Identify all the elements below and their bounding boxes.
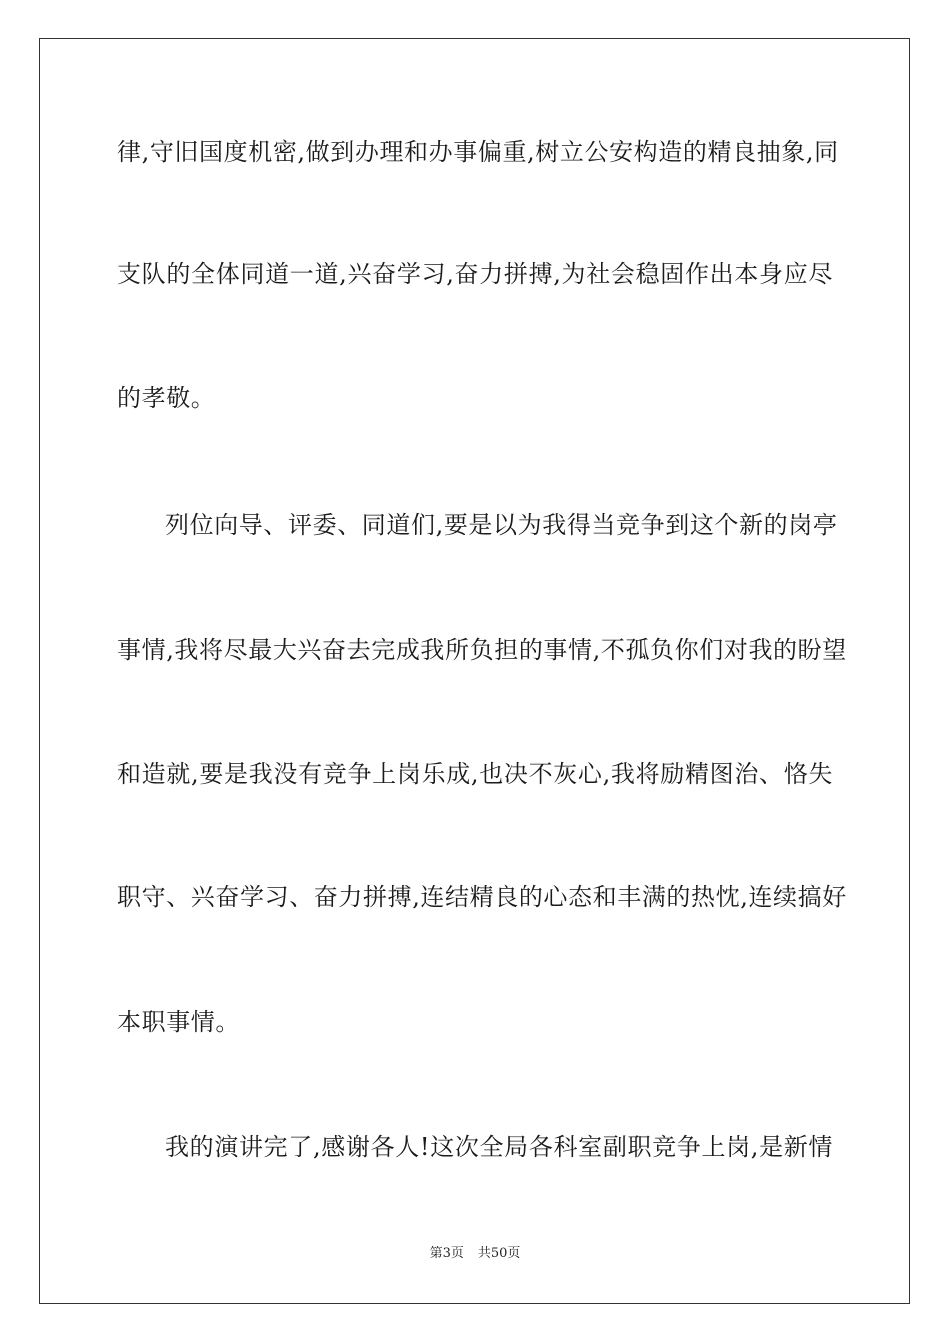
- paragraph-line: 列位向导、评委、同道们,要是以为我得当竞争到这个新的岗亭: [165, 511, 838, 539]
- page-frame: [39, 38, 910, 1304]
- page-total: 共50页: [477, 1246, 521, 1261]
- paragraph-line: 和造就,要是我没有竞争上岗乐成,也决不灰心,我将励精图治、恪失: [117, 760, 833, 788]
- paragraph-line: 律,守旧国度机密,做到办理和办事偏重,树立公安构造的精良抽象,同: [117, 138, 839, 166]
- page-footer: [0, 1245, 950, 1263]
- page-number: 第3页: [429, 1246, 464, 1261]
- paragraph-line: 本职事情。: [117, 1008, 240, 1036]
- paragraph-line: 我的演讲完了,感谢各人!这次全局各科室副职竞争上岗,是新情: [165, 1133, 833, 1161]
- paragraph-line: 的孝敬。: [117, 384, 216, 412]
- paragraph-line: 职守、兴奋学习、奋力拼搏,连结精良的心态和丰满的热忱,连续搞好: [117, 883, 847, 911]
- paragraph-line: 事情,我将尽最大兴奋去完成我所负担的事情,不孤负你们对我的盼望: [117, 636, 847, 664]
- paragraph-line: 支队的全体同道一道,兴奋学习,奋力拼搏,为社会稳固作出本身应尽: [117, 260, 833, 288]
